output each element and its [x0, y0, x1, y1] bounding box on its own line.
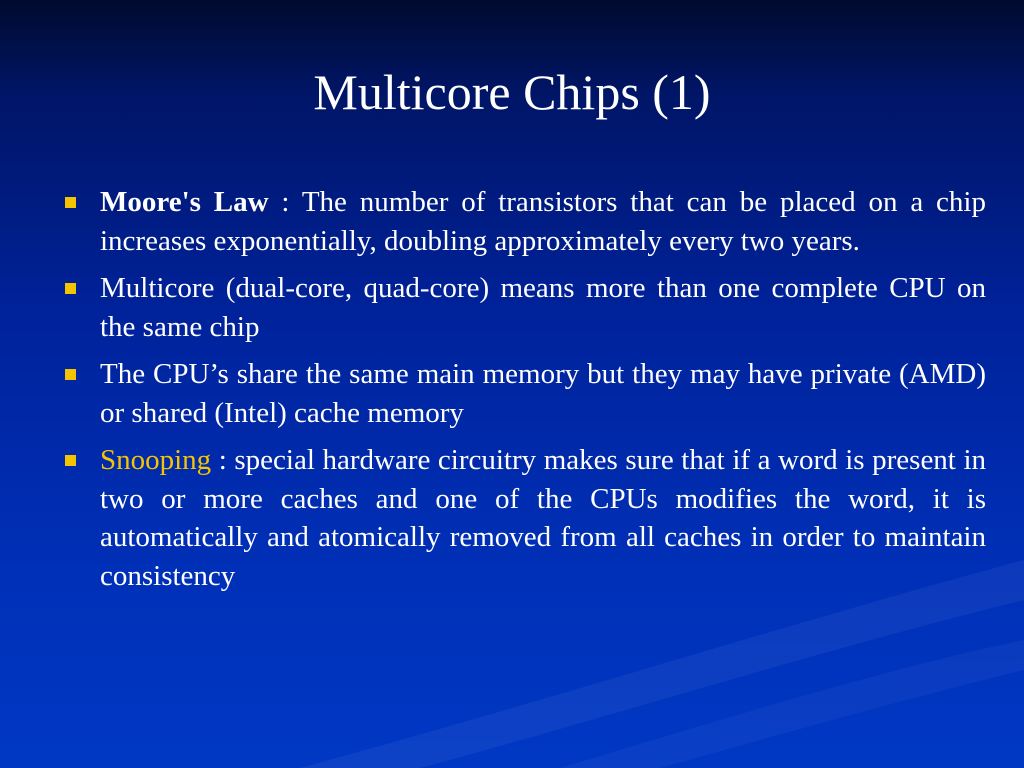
bullet-text: The CPU’s share the same main memory but they may have private (AMD) or shared (Intel) cache memory [100, 358, 986, 429]
bullet-item-moores-law [60, 183, 986, 260]
square-bullet-icon [65, 197, 76, 208]
bullet-text: : The number of transistors that can be placed on a chip increases exponentially, doubling approximately every two years. [100, 186, 986, 257]
bullet-item-multicore [60, 269, 986, 346]
square-bullet-icon [65, 455, 76, 466]
bullet-term: Snooping [100, 444, 212, 476]
bullet-text: : special hardware circuitry makes sure that if a word is present in two or more caches and one of the CPUs modifies the word, it is automatically and atomically removed from all caches in order to maintain consistency [100, 444, 986, 592]
bullet-term: Moore's Law [100, 186, 269, 218]
square-bullet-icon [65, 283, 76, 294]
bullet-item-snooping [60, 441, 986, 595]
slide-title: Multicore Chips (1) [313, 64, 711, 120]
square-bullet-icon [65, 369, 76, 380]
bullet-text: Multicore (dual-core, quad-core) means more than one complete CPU on the same chip [100, 272, 986, 343]
bullet-item-shared-memory [60, 355, 986, 432]
bullet-list [60, 183, 986, 604]
